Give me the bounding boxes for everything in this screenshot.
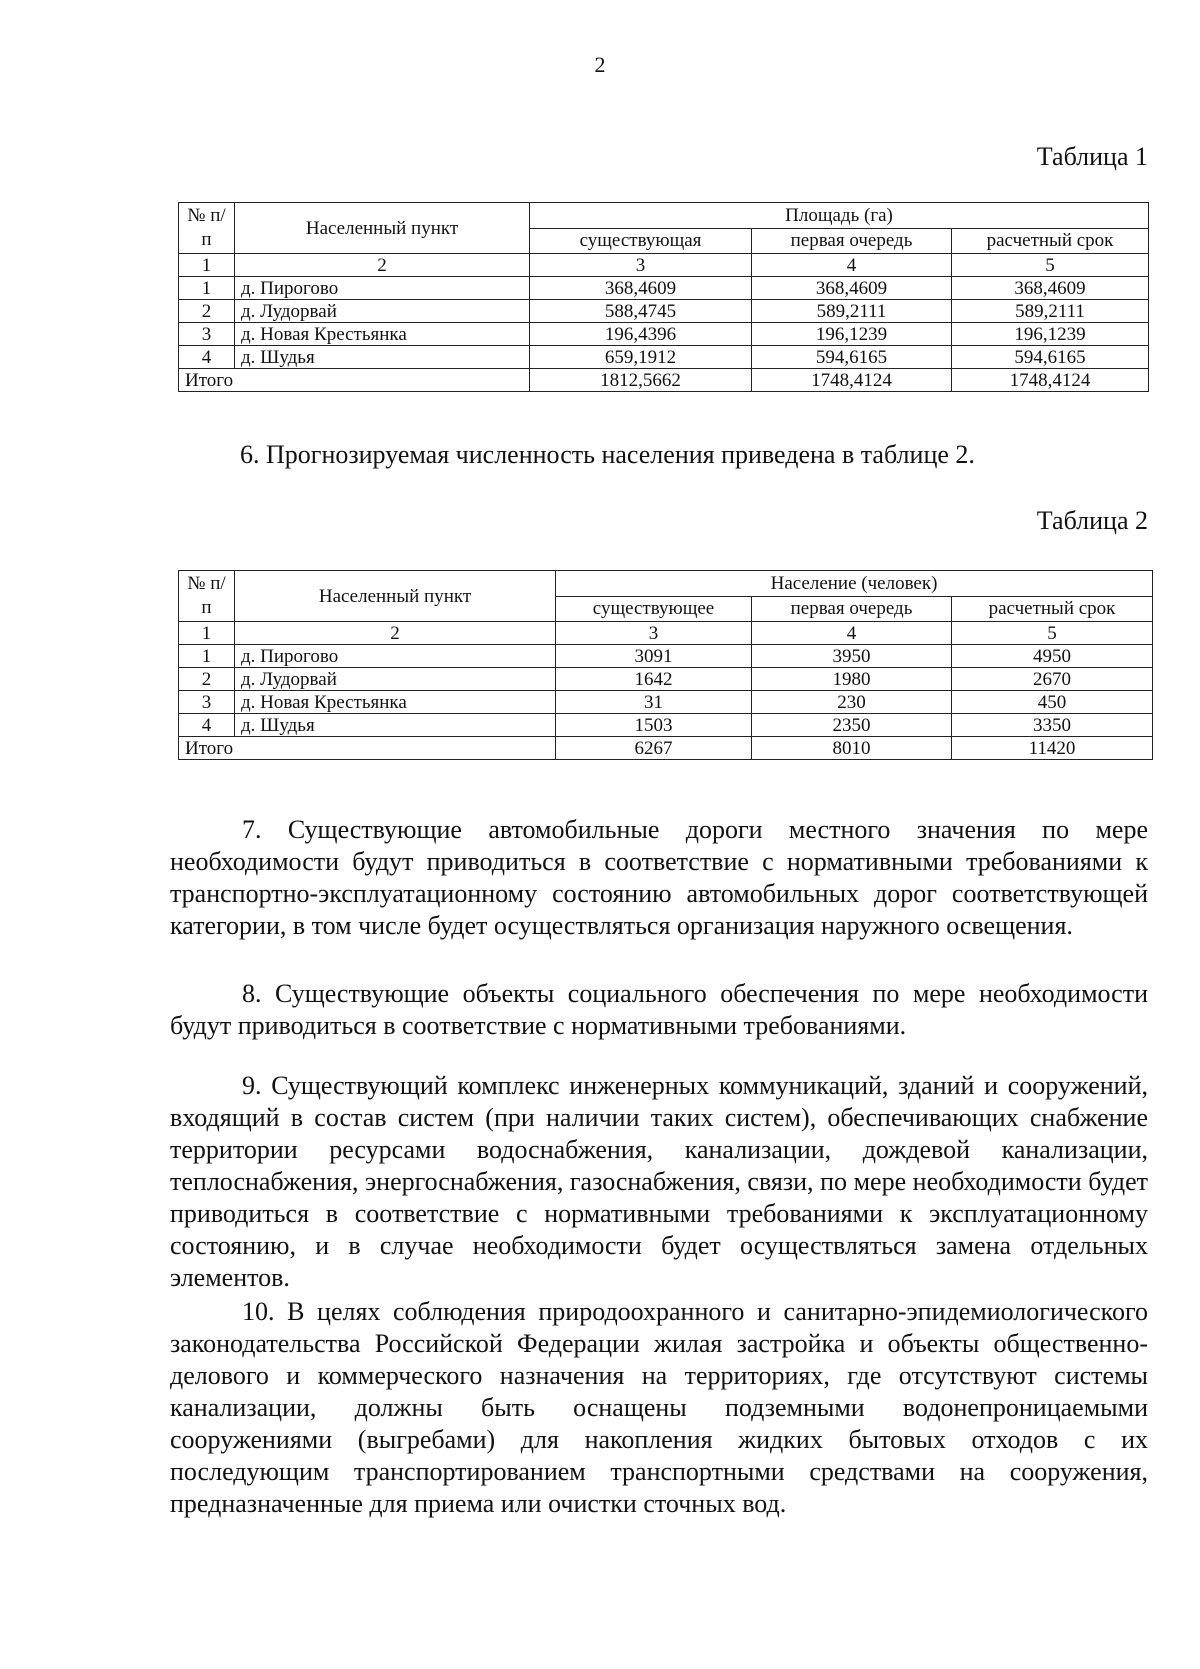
paragraph-text: 7. Существующие автомобильные дороги местного значения по мере необходимости будут приводиться в соответствие с нормативными требованиями к транспортно-эксплуатационному состоянию автомобильных дорог соответствующей категории, в том числе будет осуществляться организация наружного освещения. — [170, 815, 1148, 940]
table-cell: 594,6165 — [752, 346, 952, 369]
table-cell: 1980 — [752, 668, 952, 691]
table-cell: 4 — [179, 714, 235, 737]
page-number: 2 — [594, 52, 606, 77]
table1-header-no: № п/п — [179, 203, 235, 254]
table-cell: 1 — [179, 254, 235, 277]
table1 — [178, 202, 1149, 392]
table-cell: 196,1239 — [752, 323, 952, 346]
paragraph-10 — [170, 1296, 1148, 1520]
table-cell: 3 — [556, 622, 752, 645]
table-cell: 1748,4124 — [752, 369, 952, 392]
table-cell: 31 — [556, 691, 752, 714]
table-cell: д. Лудорвай — [235, 300, 530, 323]
table1-header-name: Населенный пункт — [235, 203, 530, 254]
table-cell: 2 — [179, 300, 235, 323]
table-cell: 588,4745 — [530, 300, 752, 323]
paragraph-8 — [170, 978, 1148, 1042]
table-cell: 450 — [952, 691, 1153, 714]
table-cell: 1748,4124 — [952, 369, 1149, 392]
table-cell: 2350 — [752, 714, 952, 737]
table-cell: 230 — [752, 691, 952, 714]
table-cell: 196,4396 — [530, 323, 752, 346]
table-cell: 3350 — [952, 714, 1153, 737]
total-label: Итого — [179, 369, 530, 392]
table1-caption: Таблица 1 — [1036, 142, 1148, 171]
table-cell: 11420 — [952, 737, 1153, 760]
table-cell: 2 — [235, 254, 530, 277]
table-cell: д. Пирогово — [235, 277, 530, 300]
table-cell: 368,4609 — [752, 277, 952, 300]
table-cell: 4 — [179, 346, 235, 369]
table-cell: 4950 — [952, 645, 1153, 668]
table2-subheader: расчетный срок — [952, 596, 1153, 622]
table-row — [179, 714, 1153, 737]
table-cell: 2670 — [952, 668, 1153, 691]
table2 — [178, 570, 1153, 760]
table-cell: д. Новая Крестьянка — [235, 691, 556, 714]
table-cell: д. Пирогово — [235, 645, 556, 668]
table-cell: 196,1239 — [952, 323, 1149, 346]
table-cell: 5 — [952, 254, 1149, 277]
table2-caption: Таблица 2 — [1036, 506, 1148, 535]
table-cell: 1 — [179, 645, 235, 668]
total-label: Итого — [179, 737, 556, 760]
table2-subheader: первая очередь — [752, 596, 952, 622]
table1-number-row — [179, 254, 1149, 277]
table-cell: 659,1912 — [530, 346, 752, 369]
table-cell: 6267 — [556, 737, 752, 760]
table-cell: 368,4609 — [530, 277, 752, 300]
paragraph-7 — [170, 814, 1148, 942]
table-cell: 1812,5662 — [530, 369, 752, 392]
table-cell: 368,4609 — [952, 277, 1149, 300]
table-cell: 4 — [752, 254, 952, 277]
table-row — [179, 300, 1149, 323]
table-cell: 3 — [530, 254, 752, 277]
table-cell: д. Лудорвай — [235, 668, 556, 691]
table-cell: 3 — [179, 691, 235, 714]
table2-number-row — [179, 622, 1153, 645]
table-cell: д. Новая Крестьянка — [235, 323, 530, 346]
table-cell: 3 — [179, 323, 235, 346]
table-row — [179, 323, 1149, 346]
table2-header-no: № п/п — [179, 571, 235, 622]
table2-subheader: существующее — [556, 596, 752, 622]
table-row — [179, 346, 1149, 369]
table-cell: д. Шудья — [235, 346, 530, 369]
table-cell: д. Шудья — [235, 714, 556, 737]
table-cell: 3091 — [556, 645, 752, 668]
table-row — [179, 645, 1153, 668]
table-cell: 8010 — [752, 737, 952, 760]
table1-subheader: первая очередь — [752, 228, 952, 254]
table-cell: 1 — [179, 277, 235, 300]
table1-total-row — [179, 369, 1149, 392]
table-cell: 1 — [179, 622, 235, 645]
table-cell: 5 — [952, 622, 1153, 645]
table-cell: 589,2111 — [952, 300, 1149, 323]
table-cell: 1642 — [556, 668, 752, 691]
table-cell: 594,6165 — [952, 346, 1149, 369]
table2-header-name: Населенный пункт — [235, 571, 556, 622]
table-cell: 2 — [235, 622, 556, 645]
paragraph-text: 9. Существующий комплекс инженерных коммуникаций, зданий и сооружений, входящий в состав систем (при наличии таких систем), обеспечивающих снабжение территории ресурсами водоснабжения, канализации, дождевой канализации, теплоснабжения, энергоснабжения, газоснабжения, связи, по мере необходимости будет приводиться в соответствие с нормативными требованиями к эксплуатационному состоянию, и в случае необходимости будет осуществляться замена отдельных элементов. — [170, 1071, 1148, 1292]
paragraph-text: 8. Существующие объекты социального обеспечения по мере необходимости будут приводиться в соответствие с нормативными требованиями. — [170, 979, 1148, 1040]
paragraph-6: 6. Прогнозируемая численность населения приведена в таблице 2. — [240, 440, 975, 469]
table1-subheader: расчетный срок — [952, 228, 1149, 254]
table-row — [179, 668, 1153, 691]
table-cell: 4 — [752, 622, 952, 645]
table-cell: 3950 — [752, 645, 952, 668]
table-cell: 2 — [179, 668, 235, 691]
table-cell: 589,2111 — [752, 300, 952, 323]
table2-header-group: Население (человек) — [556, 571, 1153, 597]
table1-subheader: существующая — [530, 228, 752, 254]
table-cell: 1503 — [556, 714, 752, 737]
table2-total-row — [179, 737, 1153, 760]
table-row — [179, 691, 1153, 714]
table1-header-group: Площадь (га) — [530, 203, 1149, 229]
paragraph-9 — [170, 1070, 1148, 1294]
paragraph-text: 10. В целях соблюдения природоохранного и санитарно-эпидемиологического законодательства Российской Федерации жилая застройка и объекты общественно-делового и коммерческого назначения на территориях, где отсутствуют системы канализации, должны быть оснащены подземными водонепроницаемыми сооружениями (выгребами) для накопления жидких бытовых отходов с их последующим транспортированием транспортными средствами на сооружения, предназначенные для приема или очистки сточных вод. — [170, 1297, 1148, 1518]
table-row — [179, 277, 1149, 300]
